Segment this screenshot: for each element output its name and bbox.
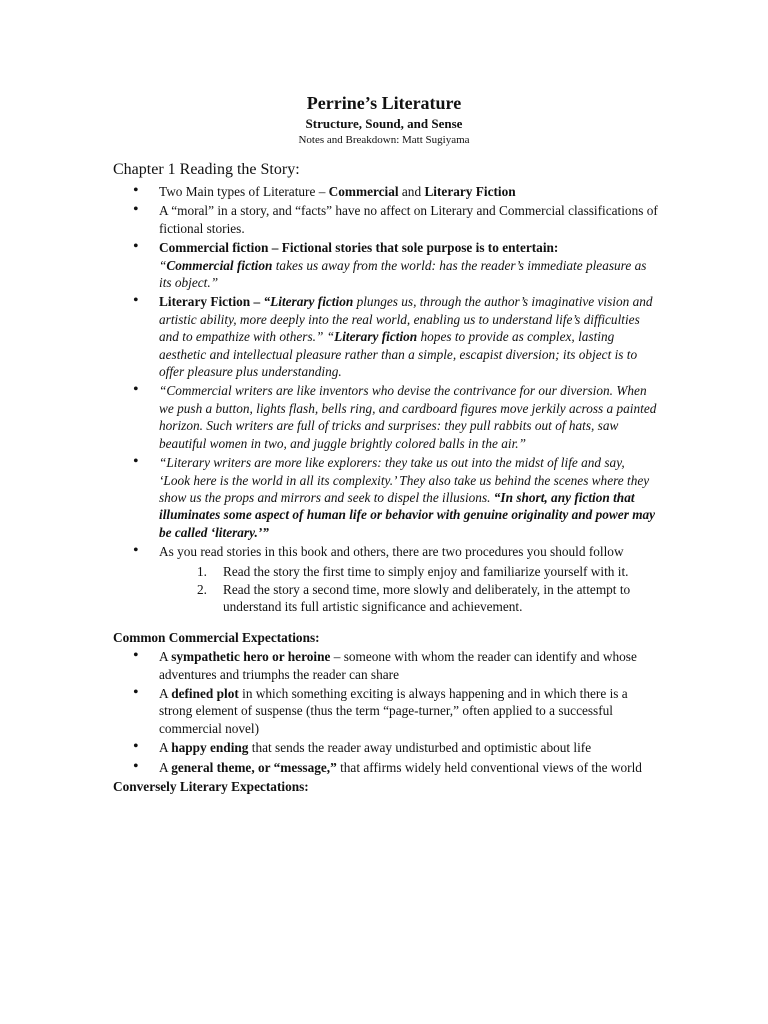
bold-term: defined plot [171, 685, 239, 701]
step-text: Read the story a second time, more slowly and deliberately, in the attempt to understand its full artistic significance and achievement. [223, 581, 631, 615]
bold-italic-quote: “In short, any fiction that illuminates some aspect of human life or behavior with genuine originality and power may be called ‘literary.’” [159, 489, 656, 540]
procedure-step [159, 581, 658, 616]
bullet-defined-plot [113, 685, 658, 737]
text-run: – someone with whom the reader can identify and whose adventures and triumphs the reader can share [159, 649, 637, 682]
text-run: A [159, 759, 172, 775]
quote-text: hopes to provide as complex, lasting aesthetic and intellectual pleasure rather than a simple, escapist diversion; its object is to offer pleasure plus understanding. [159, 329, 638, 380]
bold-italic-term: Commercial fiction [166, 257, 273, 273]
quote-text: “Commercial writers are like inventors who devise the contrivance for our diversion. When we push a button, lights flash, bells ring, and cardboard figures move jerkily across a painted horizon. Such writers are full of tricks and surprises: they pull rabbits out of hats, saw beautiful women in two, and juggle brightly colored balls in the air.” [159, 383, 657, 451]
bold-term: general theme, or “message,” [171, 759, 337, 775]
bullet-sympathetic-hero [113, 648, 658, 683]
literary-expectations-heading: Conversely Literary Expectations: [113, 779, 309, 794]
bullet-literary-writers-quote [113, 454, 658, 541]
bold-term: happy ending [171, 740, 249, 756]
bullet-general-theme [113, 759, 658, 776]
bold-term: sympathetic hero or heroine [171, 649, 331, 665]
bold-definition: Commercial fiction – Fictional stories that sole purpose is to entertain: [159, 240, 559, 256]
text-run: Two Main types of Literature – [159, 184, 329, 199]
text-run: that affirms widely held conventional views of the world [336, 759, 642, 775]
text-run: A “moral” in a story, and “facts” have no affect on Literary and Commercial classifications of fictional stories. [159, 203, 658, 236]
procedure-step [159, 563, 658, 580]
procedure-list [159, 563, 658, 616]
commercial-expectations-list [113, 648, 658, 776]
bullet-happy-ending [113, 739, 658, 756]
chapter-bullet-list [113, 183, 658, 616]
step-text: Read the story the first time to simply enjoy and familiarize yourself with it. [223, 563, 629, 579]
quote-text: takes us away from the world: has the reader’s immediate pleasure as its object.” [159, 257, 647, 291]
chapter-heading: Chapter 1 Reading the Story: [113, 161, 300, 178]
bullet-reading-procedures [113, 543, 658, 616]
bold-italic-term: Literary fiction [334, 329, 418, 345]
step-number: 1. [197, 563, 207, 579]
text-run: A [159, 685, 172, 701]
text-run: A [159, 740, 172, 756]
text-run: As you read stories in this book and others, there are two procedures you should follow [159, 544, 624, 560]
document-title: Perrine’s Literature [306, 93, 462, 113]
bold-italic-term: “Literary fiction [263, 294, 354, 310]
quote-open: “ [159, 257, 167, 273]
bold-term: Literary Fiction [424, 184, 516, 199]
commercial-expectations-heading: Common Commercial Expectations: [113, 629, 320, 645]
quote-text: plunges us, through the author’s imaginative vision and artistic ability, more deeply into the real world, enabling us to understand life’s difficulties and to empathize with others.” “ [159, 294, 653, 345]
document-body [113, 160, 658, 797]
bullet-commercial-fiction [113, 239, 658, 291]
bullet-moral-facts [113, 202, 658, 237]
document-header [0, 92, 768, 147]
text-run: and [398, 184, 425, 199]
text-run: A [159, 649, 172, 665]
quote-text: “Literary writers are more like explorers: they take us out into the midst of life and say, ‘Look here is the world in all its complexity.’ They also take us behind the scenes where they show us the props and mirrors and seek to dispel the illusions. [159, 455, 650, 505]
document-subtitle: Structure, Sound, and Sense [305, 116, 463, 131]
bullet-commercial-writers-quote [113, 382, 658, 452]
step-number: 2. [197, 581, 207, 597]
bold-term: Literary Fiction – [159, 294, 264, 310]
document-byline: Notes and Breakdown: Matt Sugiyama [298, 134, 470, 146]
text-run: that sends the reader away undisturbed and optimistic about life [248, 740, 592, 756]
bullet-types-of-literature [113, 183, 658, 200]
bullet-literary-fiction [113, 293, 658, 380]
text-run: in which something exciting is always happening and in which there is a strong element of suspense (thus the term “page-turner,” often applied to a successful commercial novel) [159, 685, 628, 736]
bold-term: Commercial [328, 184, 399, 199]
